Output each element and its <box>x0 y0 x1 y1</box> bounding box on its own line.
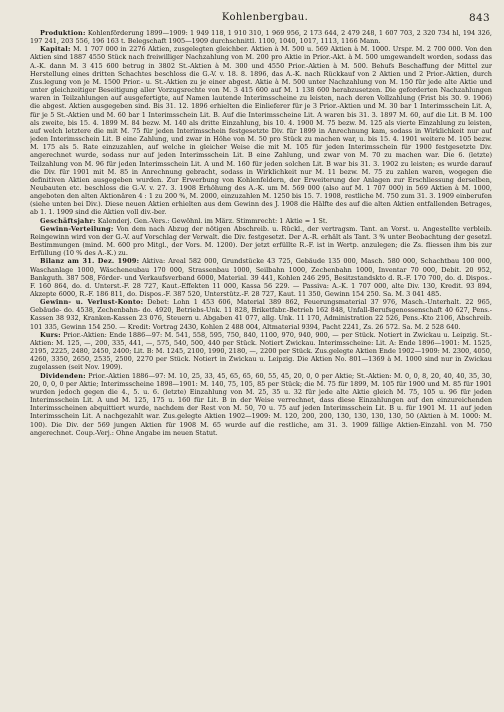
running-title: Kohlenbergbau. <box>221 12 309 23</box>
page-number: 843 <box>469 12 490 24</box>
section-dividenden <box>30 372 492 437</box>
page-header <box>40 12 490 26</box>
section-produktion <box>30 29 492 45</box>
section-label: Geschäftsjahr: <box>40 216 96 225</box>
section-gewinn-verteilung <box>30 225 492 258</box>
section-text: Kalenderj. Gen.-Vers.: Gewöhnl. im März. Stimmrecht: 1 Aktie = 1 St. <box>97 216 328 225</box>
section-text: Prior.-Aktien 1886—97: M. 10, 25, 33, 45, 65, 65, 60, 55, 45, 20, 0, 0 per Aktie; St.-Aktien: M. 0, 0, 8, 20, 40, 40, 35, 30, 20, 0, 0, 0 per Aktie; Interimsscheine 1898—1901: M. 140, 75, 105, 85 per Stück; die M. 75 für 1899, M. 105 für 1900 und M. 85 für 1901 wurden jedoch gegen die 4., 5. u. 6. (letzte) Einzahlung von M. 25, 35 u. 32 für jede alte Aktie gleich M. 75, 105 u. 96 für jeden Interimsschein Lit. A und M. 125, 175 u. 160 für Lit. B in der Weise verrechnet, dass diese Einzahlungen auf den einzureichenden Interimsscheinen abquittiert wurde, nachdem der Rest von M. 50, 70 u. 75 auf jeden Interimsschein Lit. B u. für 1901 M. 11 auf jeden Interimsschein Lit. A nachgezahlt war. Zus.gelegte Aktien 1902—1909: M. 120, 200, 200, 130, 130, 130, 130, 50 (Aktien à M. 1000: M. 100). Die Div. der 569 jungen Aktien für 1908 M. 65 wurde auf die restliche, am 31. 3. 1909 fällige Aktien-Einzahl. von M. 750 angerechnet. Coup.-Verj.: Ohne Angabe im neuen Statut. <box>30 371 492 437</box>
section-label: Kurs: <box>40 330 61 339</box>
section-label: Dividenden: <box>40 371 86 380</box>
section-text: M. 1 707 000 in 2276 Aktien, zusgelegten gleichber. Aktien à M. 500 u. 569 Aktien à M. 1000. Urspr. M. 2 700 000. Von den Aktien sind 1887 4550 Stück nach freiwilliger Nachzahlung von M. 200 pro Aktie in Prior.-Akt. à M. 500 umgewandelt worden, sodass das A.-K. dann M. 3 415 600 betrug in 3802 St.-Aktien à M. 300 und 4550 Prior.-Aktien à M. 500. Behufs Beschaffung der Mittel zur Herstellung eines dritten Schachtes beschloss die G.-V. v. 18. 8. 1896, das A.-K. nach Rückkauf von 2 Aktien und 2 Prior.-Aktien, durch Zus.legung von je M. 1500 Prior.- u. St.-Aktien zu je einer abgest. Aktie à M. 500 unter Nachzahlung von M. 150 für jede alte Aktie und unter gleichzeitiger Beseitigung aller Vorzugsrechte von M. 3 415 600 auf M. 1 138 600 herabzusetzen. Die geforderten Nachzahlungen waren in Teilzahlungen auf ausgefertigte, auf Namen lautende Interimsscheine zu leisten, nach deren Vollzahlung (Frist bis 30. 9. 1906) die abgest. Aktien ausgegeben sind. Bis 31. 12. 1896 erhielten die Einlieferer für je 3 Prior.-Aktien und M. 30 bar 1 Interimsschein Lit. A, für je 5 St.-Aktien und M. 60 bar 1 Interimsschein Lit. B. Auf die Interimsscheine Lit. A waren bis 31. 3. 1897 M. 60, auf die Lit. B M. 100 als zweite, bis 15. 4. 1899 M. 84 bezw. M. 140 als dritte Einzahlung, bis 10. 4. 1900 M. 75 bezw. M. 125 als vierte Einzahlung zu leisten, auf welch letztere die mit M. 75 für jeden Interimsschein festgesetzte Div. für 1899 in Anrechnung kam, sodass in Wirklichkeit nur auf jeden Interimsschein Lit. B eine Zahlung, und zwar in Höhe von M. 50 pro Stück zu machen war, u. bis 15. 4. 1901 weitere M. 105 bezw. M. 175 als 5. Rate einzuzahlen, auf welche in gleicher Weise die mit M. 105 für jeden Interimsschein für 1900 festgesetzte Div. angerechnet wurde, sodass nur auf jeden Interimsschein Lit. B eine Zahlung, und zwar von M. 70 zu machen war. Die 6. (letzte) Teilzahlung von M. 96 für jeden Interimsschein Lit. A und M. 160 für jeden solchen Lit. B war bis 31. 3. 1902 zu leisten; es wurde darauf die Div. für 1901 mit M. 85 in Anrechnung gebracht, sodass in Wirklichkeit nur M. 11 bezw. M. 75 zu zahlen waren, wogegen die definitiven Aktien ausgegeben wurden. Zur Erwerbung von Kohlenfeldern, der Erweiterung der Anlagen zur Erschliessung derselben, Neubauten etc. beschloss die G.-V. v. 27. 3. 1908 Erhöhung des A.-K. um M. 569 000 (also auf M. 1 707 000) in 569 Aktien à M. 1000, angeboten den alten Aktionären 4 : 1 zu 200 %, M. 2000, einzuzahlen M. 1250 bis 15. 7. 1908, restliche M. 750 zum 31. 3. 1909 einberufen (siehe unten bei Div.). Diese neuen Aktien erhielten aus dem Gewinn des J. 1908 die Hälfte des auf die alten Aktien entfallenden Betrages, ab 1. 1. 1909 sind die Aktien voll div.-ber. <box>30 45 492 217</box>
section-gewinn-verlust-konto <box>30 298 492 331</box>
section-bilanz <box>30 257 492 298</box>
section-text: Kohlenförderung 1899—1909: 1 949 118, 1 910 310, 1 969 956, 2 173 644, 2 479 248, 1 607 703, 2 320 734 hl, 194 326, 197 241, 203 556, 196 163 t. Belegschaft 1905—1909 durchschnittl. 1100, 1040, 1017, 1113, 1166 Mann. <box>30 29 492 46</box>
section-label: Bilanz am 31. Dez. 1909: <box>40 257 140 266</box>
section-text: Prior.-Aktien: Ende 1886—97: M. 541, 558, 595, 750, 840, 1100, 970, 940, 900, — per Stück. Notiert in Zwickau u. Leipzig. St.-Aktien: M. 125, —, 200, 335, 441, —, 575, 540, 500, 440 per Stück. Notiert Zwickau. Interimsscheine: Lit. A: Ende 1896—1901: M. 1525, 2195, 2225, 2480, 2450, 2400; Lit. B: M. 1245, 2100, 1990, 2180, —, 2200 per Stück. Zus.gelegte Aktien Ende 1902—1909: M. 2300, 4050, 4260, 3350, 2650, 2535, 2500, 2270 per Stück. Notiert in Zwickau u. Leipzig. Die Aktien No. 801—1369 à M. 1000 sind nur in Zwickau zugelassen (seit Nov. 1909). <box>30 330 492 372</box>
section-text: Debet: Lohn 1 453 606, Material 389 862, Feuerungsmaterial 37 976, Masch.-Unterhalt. 22 965, Gebäude- do. 4538, Zechenbahn- do. 4920, Betriebs-Unk. 11 828, Briketfabr.-Betrieb 162 848, Unfall-Berufsgenossenschaft 40 627, Pens.-Kassen 38 932, Kranken-Kassen 23 076, Steuern u. Abgaben 41 077, allg. Unk. 11 170, Administration 22 526, Pens.-Kto 2106, Abschreib. 101 335, Gewinn 154 250. — Kredit: Vortrag 2430, Kohlen 2 488 004, Altmaterial 9394, Pacht 2241, Zs. 26 572. Sa. M. 2 528 640. <box>30 298 492 331</box>
section-text: Von dem nach Abzug der nötigen Abschreib. u. Rückl., der vertragsm. Tant. an Vorst. u. Angestellte verbleib. Reingewinn wird von der G.-V. auf Vorschlag der Verwalt. die Div. festgesetzt. Der A.-R. erhält als Tant. 3 % unter Beobachtung der gesetzl. Bestimmungen (mind. M. 600 pro Mitgl., der Vors. M. 1200). Der jetzt erfüllte R.-F. ist in Wertp. anzulegen; die Zs. fliessen ihm bis zur Erfüllung (10 % des A.-K.) zu. <box>30 224 492 258</box>
page-body <box>30 29 492 704</box>
section-label: Produktion: <box>40 29 86 37</box>
section-kurs <box>30 331 492 372</box>
section-kapital <box>30 45 492 216</box>
section-label: Gewinn-Verteilung: <box>40 224 114 233</box>
section-geschaeftsjahr <box>30 217 492 225</box>
section-label: Gewinn- u. Verlust-Konto: <box>40 298 144 307</box>
section-text: Aktiva: Areal 582 000, Grundstücke 43 725, Gebäude 135 000, Masch. 580 000, Schachtbau 100 000, Waschanlage 1000, Wäscheneubau 170 000, Strassenbau 1000, Seilbahn 1000, Zechenbahn 1000, Inventar 70 000, Debit. 20 952, Bankguth. 387 508, Förder- und Verkaufsverband 6000, Material. 39 441, Kohlen 246 295, Besitzstandskto d. R.-F. 170 700, do. d. Dispos.-F. 160 864, do. d. Unterst.-F. 28 727, Kaut.-Effekten 11 000, Kassa 56 229. — Passiva: A.-K. 1 707 000, alte Div. 130, Kredit. 93 894, Akzepte 6000, R.-F. 186 811, do. Dispos.-F. 387 520, Unterstütz.-F. 28 727, Kaut. 11 350, Gewinn 154 250. Sa. M. 3 041 485. <box>30 257 492 298</box>
section-label: Kapital: <box>40 45 71 54</box>
